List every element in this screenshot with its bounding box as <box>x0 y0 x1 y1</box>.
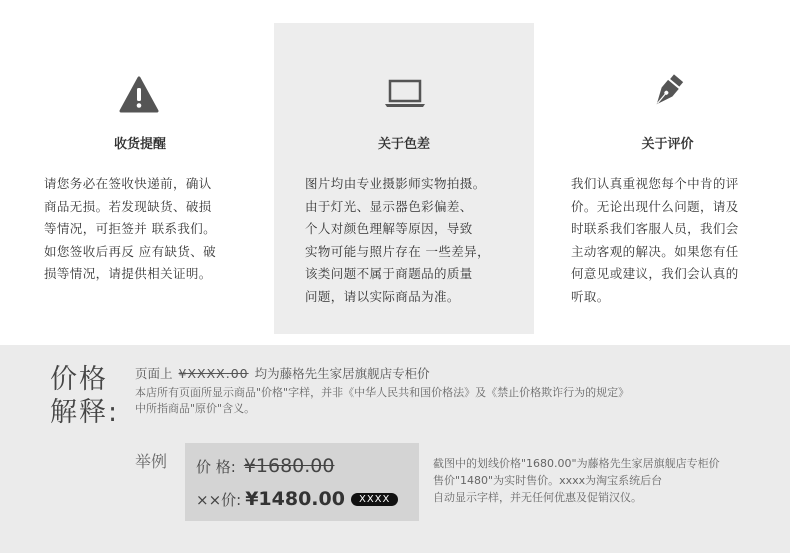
body-line: 如您签收后再反 应有缺货、破 <box>44 243 217 259</box>
note-line: 截图中的划线价格"1680.00"为藤格先生家居旗舰店专柜价 <box>433 457 720 470</box>
column-title: 关于色差 <box>377 137 430 152</box>
price-explanation-section <box>0 345 790 553</box>
sale-price-value: ¥1480.00 <box>245 488 345 510</box>
strike-price: ¥XXXX.00 <box>178 366 249 381</box>
sale-price-row <box>196 488 398 510</box>
heading-line: 价格 <box>50 364 108 395</box>
laptop-icon <box>384 73 424 113</box>
body-line: 何意见或建议，我们会认真的 <box>571 266 739 281</box>
column-title: 收货提醒 <box>113 137 166 152</box>
body-line: 主动客观的解决。如果您有任 <box>571 243 739 259</box>
promo-badge: XXXX <box>351 493 398 506</box>
summary-prefix: 页面上 <box>135 366 173 381</box>
warning-icon <box>119 75 159 115</box>
receipt-reminder-column <box>30 23 250 334</box>
column-title: 关于评价 <box>641 137 694 152</box>
example-price-box <box>185 443 419 521</box>
body-line: 问题，请以实际商品为准。 <box>305 288 460 304</box>
body-line: 个人对颜色理解等原因，导致 <box>305 221 473 236</box>
example-note <box>433 455 768 506</box>
heading-line: 解释: <box>50 397 120 428</box>
original-price-row <box>196 455 335 477</box>
body-line: 我们认真重视您每个中肯的评 <box>571 176 739 191</box>
summary-suffix: 均为藤格先生家居旗舰店专柜价 <box>254 366 430 381</box>
body-line: 时联系我们客服人员，我们会 <box>571 221 739 236</box>
detail-line: 本店所有页面所显示商品"价格"字样，并非《中华人民共和国价格法》及《禁止价格欺诈行为的规定》 <box>135 386 630 399</box>
color-difference-column <box>274 23 534 334</box>
price-label: 价 格: <box>196 458 236 476</box>
body-line: 听取。 <box>571 288 610 304</box>
original-price-value: ¥1680.00 <box>243 455 335 477</box>
body-line: 商品无损。若发现缺货、破损 <box>44 198 212 214</box>
example-label: 举例 <box>135 452 168 471</box>
body-line: 由于灯光、显示器色彩偏差、 <box>305 198 473 214</box>
column-body <box>305 173 520 308</box>
price-explanation-heading <box>50 363 119 429</box>
price-explanation-summary <box>135 364 430 382</box>
note-line: 自动显示字样，并无任何优惠及促销汉仪。 <box>433 491 642 504</box>
body-line: 等情况，可拒签并 联系我们。 <box>44 221 217 236</box>
price-explanation-detail <box>135 385 775 417</box>
body-line: 请您务必在签收快递前，确认 <box>44 176 212 191</box>
body-line: 图片均由专业摄影师实物拍摄。 <box>305 176 486 191</box>
column-body <box>44 173 244 286</box>
review-column <box>555 23 780 334</box>
pen-nib-icon <box>647 70 687 110</box>
body-line: 实物可能与照片存在 一些差异， <box>305 243 490 259</box>
sale-label: ××价: <box>196 491 242 509</box>
body-line: 该类问题不属于商题品的质量 <box>305 266 473 281</box>
body-line: 损等情况，请提供相关证明。 <box>44 266 212 281</box>
detail-line: 中所指商品"原价"含义。 <box>135 402 256 415</box>
note-line: 售价"1480"为实时售价。xxxx为淘宝系统后台 <box>433 474 663 487</box>
body-line: 价。无论出现什么问题，请及 <box>571 198 739 214</box>
column-body <box>571 173 781 308</box>
